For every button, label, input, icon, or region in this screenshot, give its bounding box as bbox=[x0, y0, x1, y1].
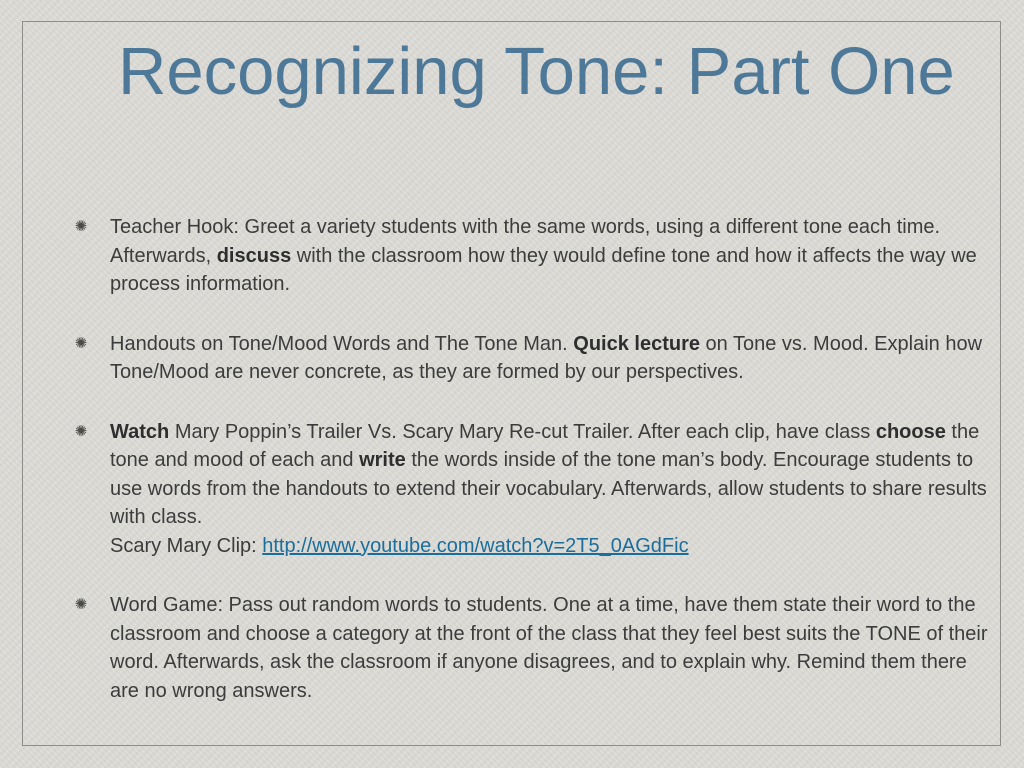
slide-title: Recognizing Tone: Part One bbox=[118, 34, 955, 109]
bullet-text: on Tone vs. Mood. Explain how Tone/Mood are never concrete, as they are formed by our perspectives. bbox=[110, 332, 983, 383]
bullet-list bbox=[74, 213, 994, 736]
bullet-emphasis: discuss bbox=[216, 244, 292, 267]
asterisk-bullet-icon: ✺ bbox=[74, 334, 88, 352]
bullet-text: the words inside of the tone man’s body. Encourage students to use words from the handouts to extend their vocabulary. Afterwards, allow students to share results with class. bbox=[110, 449, 987, 528]
bullet-text: Teacher Hook: Greet a variety students with the same words, using a different tone each time. Afterwards, bbox=[110, 216, 941, 267]
bullet-emphasis: Watch bbox=[110, 420, 170, 443]
bullet-text: Handouts on Tone/Mood Words and The Tone Man. bbox=[110, 332, 574, 355]
bullet-text: the tone and mood of each and bbox=[110, 420, 980, 471]
bullet-text: with the classroom how they would define tone and how it affects the way we process information. bbox=[110, 244, 977, 295]
bullet-emphasis: write bbox=[359, 449, 406, 471]
bullet-text: Word Game: Pass out random words to students. One at a time, have them state their word to the classroom and choose a category at the front of the class that they feel best suits the TONE of their word. Afterwards, ask the classroom if anyone disagrees, and to explain why. Remind them there are no wrong answers. bbox=[110, 594, 988, 702]
bullet-item-handouts bbox=[74, 330, 994, 387]
asterisk-bullet-icon: ✺ bbox=[74, 596, 88, 613]
bullet-item-word-game bbox=[74, 591, 994, 705]
bullet-emphasis: Quick lecture bbox=[573, 332, 700, 355]
bullet-emphasis: choose bbox=[875, 420, 946, 443]
clip-label: Scary Mary Clip: bbox=[110, 534, 263, 557]
bullet-item-teacher-hook bbox=[74, 213, 994, 299]
bullet-text: Mary Poppin’s Trailer Vs. Scary Mary Re-cut Trailer. After each clip, have class bbox=[169, 420, 876, 443]
asterisk-bullet-icon: ✺ bbox=[74, 422, 88, 440]
bullet-item-watch bbox=[74, 418, 994, 561]
asterisk-bullet-icon: ✺ bbox=[74, 218, 88, 235]
scary-mary-clip-link[interactable]: http://www.youtube.com/watch?v=2T5_0AGdFic bbox=[262, 534, 689, 557]
